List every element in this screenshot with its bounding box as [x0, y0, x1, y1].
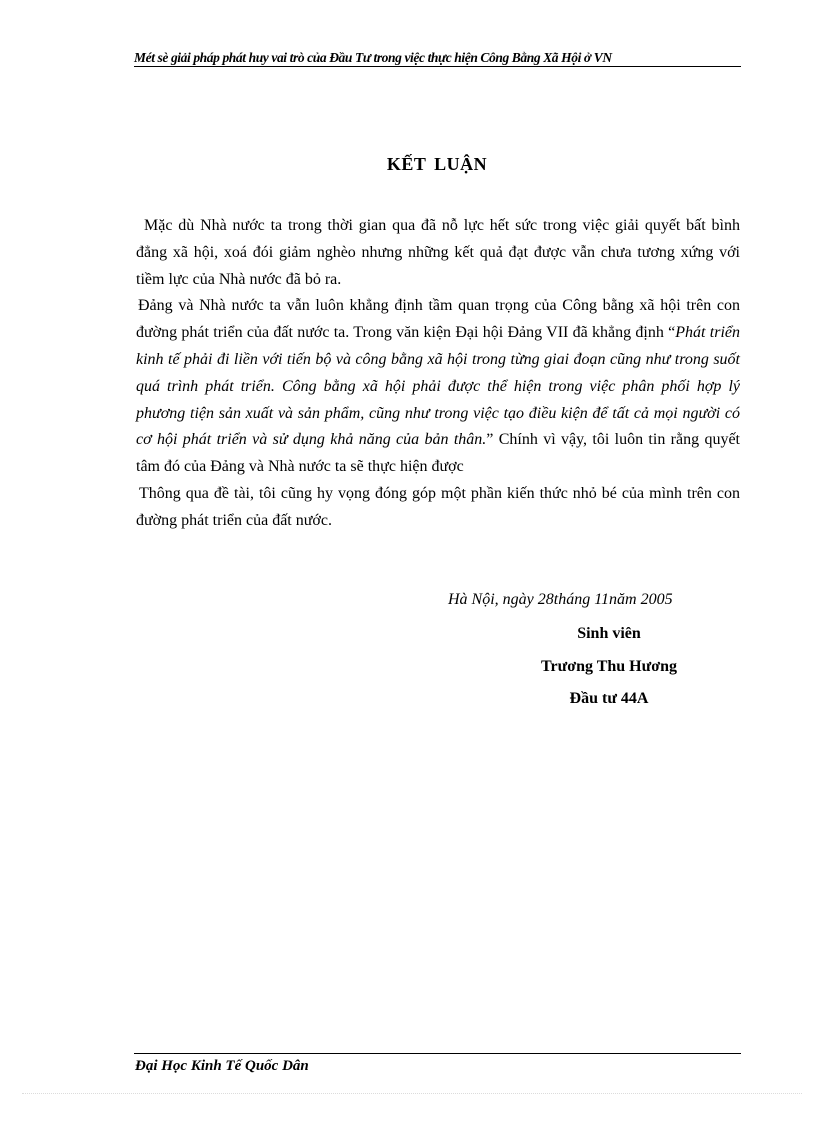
signature-place-date: Hà Nội, ngày 28tháng 11năm 2005	[448, 591, 673, 608]
signature-class: Đầu tư 44A	[569, 690, 649, 707]
paragraph-1: Mặc dù Nhà nước ta trong thời gian qua đã nỗ lực hết sức trong việc giải quyết bất bình đẳng xã hội, xoá đói giảm nghèo nhưng những kết quả đạt được vẫn chưa tương xứng với tiềm lực của Nhà nước đã bỏ ra.	[136, 217, 740, 288]
signature-role: Sinh viên	[577, 625, 641, 642]
paragraph-2	[136, 293, 740, 481]
page-title: KẾT LUẬN	[386, 154, 488, 174]
document-body	[136, 213, 740, 535]
party-congress-quote: Phát triển kinh tế phải đi liền với tiến bộ và công bằng xã hội trong từng giai đoạn cũng như trong suốt quá trình phát triển. Công bằng xã hội phải được thể hiện trong việc phân phối hợp lý phương tiện sản xuất và sản phẩm, cũng như trong việc tạo điều kiện để tất cả mọi người có cơ hội phát triển và sử dụng khả năng của bản thân.	[136, 324, 740, 449]
footer-divider	[134, 1053, 741, 1054]
paragraph-3: Thông qua đề tài, tôi cũng hy vọng đóng góp một phần kiến thức nhỏ bé của mình trên con đường phát triển của đất nước.	[136, 484, 740, 529]
running-header: Mét sè giải pháp phát huy vai trò của Đầu Tư trong việc thực hiện Công Bằng Xã Hội ở VN	[134, 50, 612, 65]
paragraph-2-outro: ” Chính vì vậy, tôi luôn tin rằng quyết tâm đó của Đảng và Nhà nước ta sẽ thực hiện được	[136, 431, 740, 476]
header-divider	[134, 66, 741, 67]
signature-name: Trương Thu Hương	[541, 658, 677, 675]
page-bottom-border	[22, 1093, 802, 1094]
paragraph-2-intro: Đảng và Nhà nước ta vẫn luôn khẳng định tầm quan trọng của Công bằng xã hội trên con đường phát triển của đất nước ta. Trong văn kiện Đại hội Đảng VII đã khẳng định “	[136, 297, 740, 342]
footer-institution: Đại Học Kinh Tế Quốc Dân	[135, 1058, 309, 1074]
